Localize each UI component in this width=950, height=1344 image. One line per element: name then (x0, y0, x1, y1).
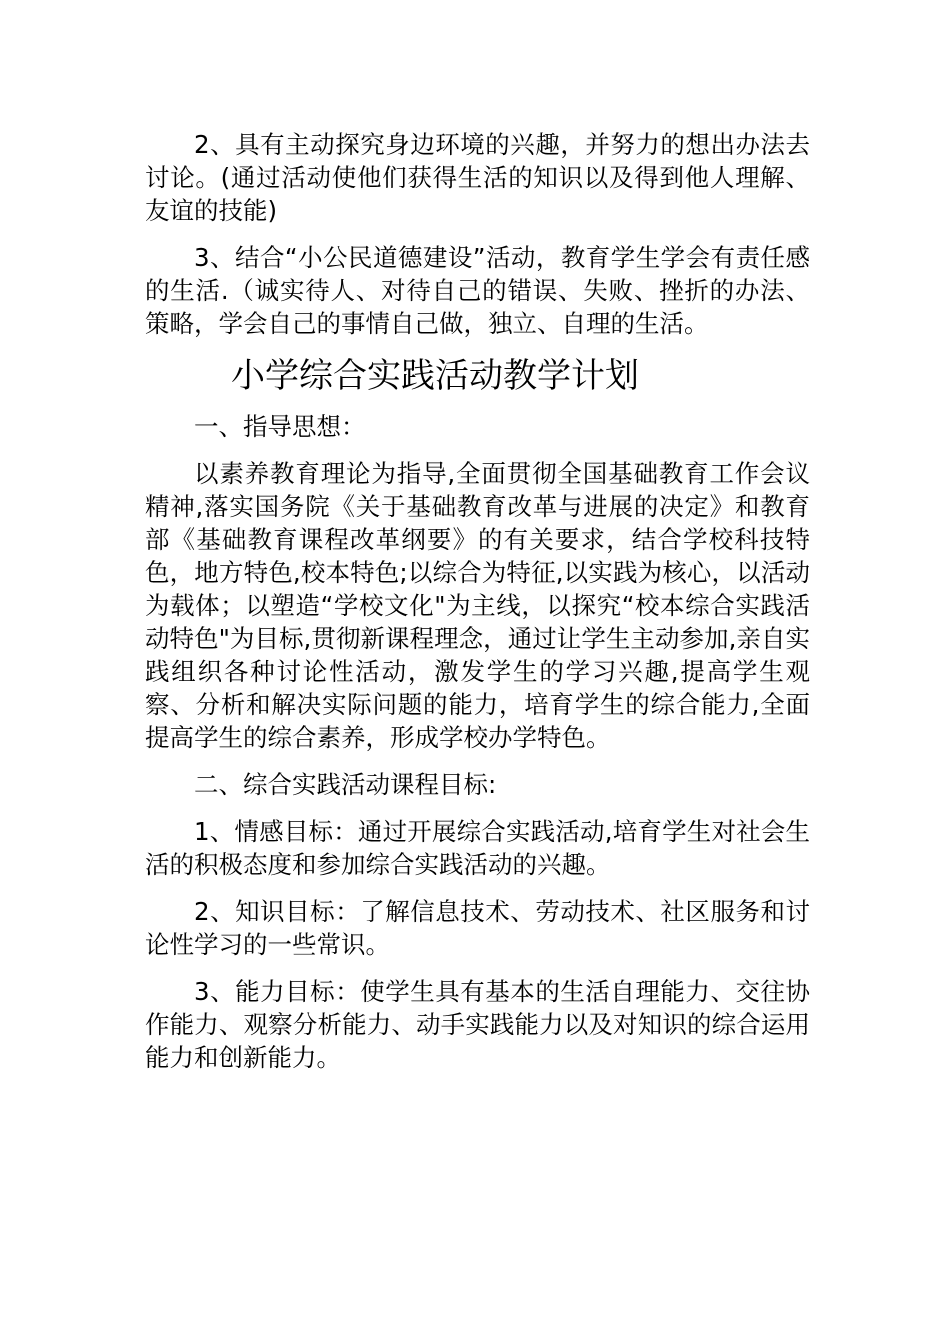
paragraph-interest-goal: 2、具有主动探究身边环境的兴趣，并努力的想出办法去讨论。(通过活动使他们获得生活的知识以及得到他人理解、友谊的技能) (145, 130, 810, 225)
section-heading-course-goals: 二、综合实践活动课程目标: (194, 770, 497, 799)
paragraph-ability-goal: 3、能力目标：使学生具有基本的生活自理能力、交往协作能力、观察分析能力、动手实践能力以及对知识的综合运用能力和创新能力。 (145, 977, 810, 1072)
section-heading-guiding-thought: 一、指导思想： (194, 412, 366, 441)
paragraph-knowledge-goal: 2、知识目标：了解信息技术、劳动技术、社区服务和讨论性学习的一些常识。 (145, 897, 810, 959)
paragraph-guiding-thought: 以素养教育理论为指导,全面贯彻全国基础教育工作会议精神,落实国务院《关于基础教育改革与进展的决定》和教育部《基础教育课程改革纲要》的有关要求，结合学校科技特色，地方特色,校本特色;以综合为特征,以实践为核心，以活动为载体；以塑造“学校文化"为主线，以探究“校本综合实践活动特色"为目标,贯彻新课程理念，通过让学生主动参加,亲自实践组织各种讨论性活动，激发学生的学习兴趣,提高学生观察、分析和解决实际问题的能力，培育学生的综合能力,全面提高学生的综合素养，形成学校办学特色。 (145, 459, 810, 752)
paragraph-emotional-goal: 1、情感目标：通过开展综合实践活动,培育学生对社会生活的积极态度和参加综合实践活动的兴趣。 (145, 817, 810, 879)
document-page (145, 128, 810, 1088)
paragraph-citizen-morality: 3、结合“小公民道德建设”活动，教育学生学会有责任感的生活.（诚实待人、对待自己的错误、失败、挫折的办法、策略，学会自己的事情自己做，独立、自理的生活。 (145, 243, 810, 338)
document-title: 小学综合实践活动教学计划 (231, 356, 639, 396)
